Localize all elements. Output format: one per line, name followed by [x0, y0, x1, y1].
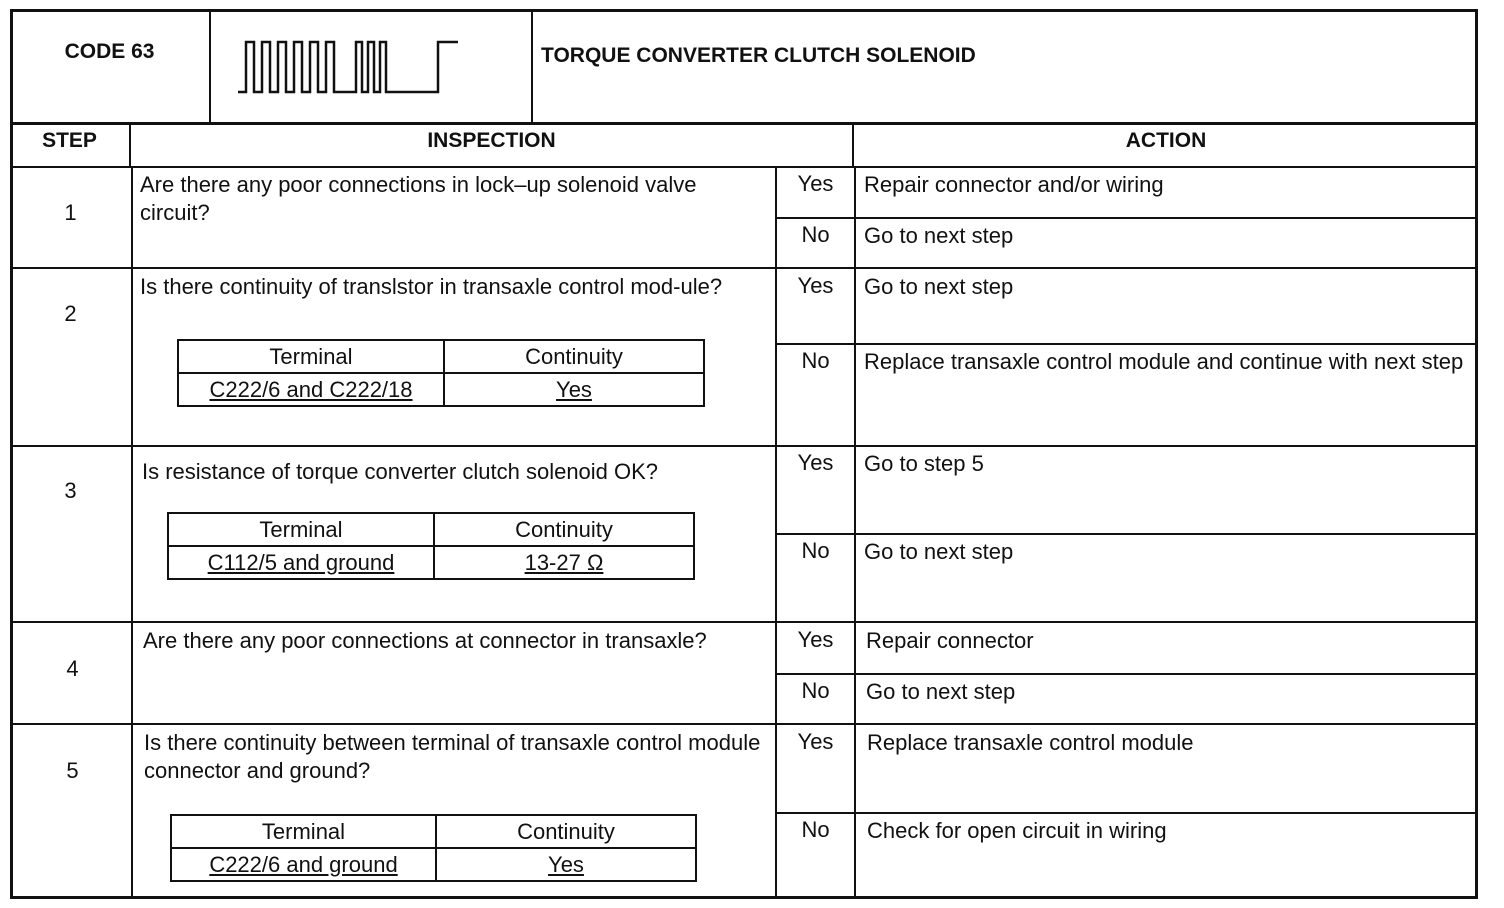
- yes-label: Yes: [797, 627, 834, 652]
- yes-action: Go to step 5: [864, 451, 984, 476]
- yes-label: Yes: [797, 273, 834, 298]
- no-action: Check for open circuit in wiring: [867, 818, 1167, 843]
- no-action: Replace transaxle control module and continue with next step: [864, 349, 1464, 374]
- terminal-header: Terminal: [168, 513, 434, 546]
- step-number: 5: [66, 758, 79, 783]
- terminal-continuity-table: [170, 814, 697, 882]
- yes-no-separator: [775, 217, 1478, 219]
- yes-no-separator: [775, 533, 1478, 535]
- step-number: 4: [66, 656, 79, 681]
- yes-action: Repair connector and/or wiring: [864, 172, 1164, 197]
- action-column-header: ACTION: [1125, 129, 1207, 152]
- terminal-value: C222/6 and ground: [171, 848, 436, 881]
- no-label: No: [801, 222, 830, 247]
- continuity-value: Yes: [444, 373, 704, 406]
- flash-code-pulse-icon: [238, 36, 466, 96]
- column-header-rule: [10, 166, 1478, 168]
- yes-action: Go to next step: [864, 274, 1014, 299]
- yes-label: Yes: [797, 450, 834, 475]
- inspection-question: Is there continuity between terminal of transaxle control module connector and ground?: [144, 730, 761, 783]
- row-separator: [10, 445, 1478, 447]
- row-separator: [10, 621, 1478, 623]
- yes-action: Replace transaxle control module: [867, 730, 1194, 755]
- yes-action: Repair connector: [866, 628, 1034, 653]
- step-number: 2: [64, 301, 77, 326]
- yes-no-separator: [775, 812, 1478, 814]
- continuity-header: Continuity: [436, 815, 696, 848]
- header-divider: [209, 9, 211, 123]
- inspection-question: Is resistance of torque converter clutch solenoid OK?: [142, 459, 659, 484]
- continuity-value: Yes: [436, 848, 696, 881]
- row-separator: [10, 723, 1478, 725]
- yes-label: Yes: [797, 171, 834, 196]
- header-divider: [531, 9, 533, 123]
- terminal-header: Terminal: [171, 815, 436, 848]
- no-label: No: [801, 538, 830, 563]
- code-label: CODE 63: [64, 40, 155, 63]
- terminal-header: Terminal: [178, 340, 444, 373]
- continuity-header: Continuity: [444, 340, 704, 373]
- continuity-value: 13-27 Ω: [434, 546, 694, 579]
- no-action: Go to next step: [866, 679, 1016, 704]
- continuity-header: Continuity: [434, 513, 694, 546]
- no-action: Go to next step: [864, 539, 1014, 564]
- step-column-header: STEP: [42, 129, 97, 152]
- inspection-question: Is there continuity of translstor in transaxle control mod-ule?: [140, 274, 723, 299]
- header-rule: [10, 122, 1478, 125]
- yes-no-separator: [775, 343, 1478, 345]
- inspection-question: Are there any poor connections in lock–up solenoid valve circuit?: [140, 172, 697, 225]
- step-number: 3: [64, 478, 77, 503]
- inspection-question: Are there any poor connections at connector in transaxle?: [143, 628, 707, 653]
- page-title: TORQUE CONVERTER CLUTCH SOLENOID: [541, 44, 976, 67]
- terminal-value: C222/6 and C222/18: [178, 373, 444, 406]
- step-column-divider: [131, 167, 133, 899]
- yes-label: Yes: [797, 729, 834, 754]
- inspection-column-header: INSPECTION: [427, 129, 556, 152]
- no-action: Go to next step: [864, 223, 1014, 248]
- no-label: No: [801, 678, 830, 703]
- terminal-continuity-table: [167, 512, 695, 580]
- yes-no-separator: [775, 673, 1478, 675]
- no-label: No: [801, 817, 830, 842]
- terminal-continuity-table: [177, 339, 705, 407]
- no-label: No: [801, 348, 830, 373]
- step-number: 1: [64, 200, 77, 225]
- row-separator: [10, 267, 1478, 269]
- terminal-value: C112/5 and ground: [168, 546, 434, 579]
